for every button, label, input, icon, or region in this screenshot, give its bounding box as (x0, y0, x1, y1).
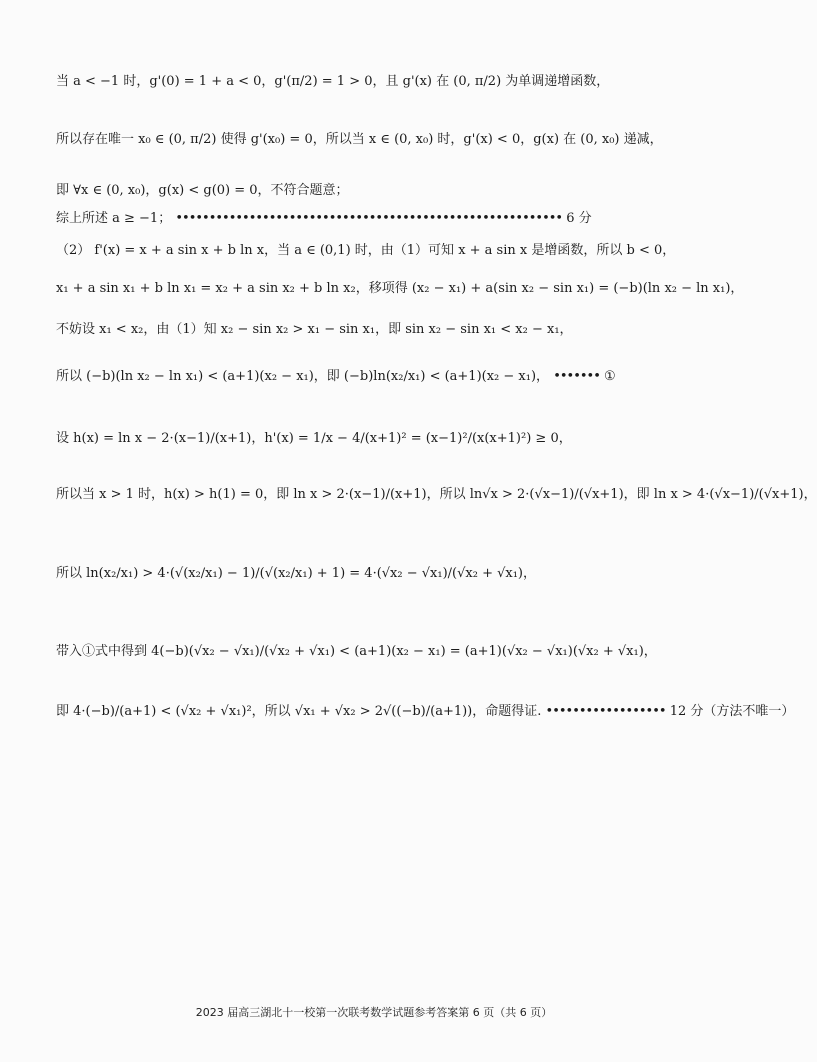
leader-dots: •••••••••••••••••••••••••••••••••••••••••••••••••••••••••• (175, 211, 563, 226)
leader-dots: ••••••• (553, 369, 600, 384)
text-line-2: 所以存在唯一 x₀ ∈ (0, π/2) 使得 g'(x₀) = 0，所以当 x ∈ (0, x₀) 时，g'(x) < 0，g(x) 在 (0, x₀) 递减， (56, 132, 663, 147)
text-line-4 (56, 211, 696, 227)
text-line-1: 当 a < −1 时，g'(0) = 1 + a < 0，g'(π/2) = 1 > 0，且 g'(x) 在 (0, π/2) 为单调递增函数， (56, 74, 610, 89)
text-line-13 (56, 704, 794, 720)
leader-dots: •••••••••••••••••• (545, 704, 666, 719)
score-12: 12 分（方法不唯一） (669, 704, 795, 719)
conclusion-text: 综上所述 a ≥ −1； (56, 211, 172, 226)
text-line-12: 带入①式中得到 4(−b)(√x₂ − √x₁)/(√x₂ + √x₁) < (a+1)(x₂ − x₁) = (a+1)(√x₂ − √x₁)(√x₂ + √x₁)， (56, 644, 657, 659)
text-line-10: 所以当 x > 1 时，h(x) > h(1) = 0，即 ln x > 2·(x−1)/(x+1)，所以 ln√x > 2·(√x−1)/(√x+1)，即 ln x > 4·(√x−1)/(√x+1)， (56, 487, 817, 502)
text-line-8 (56, 369, 616, 385)
page-footer: 2023 届高三湖北十一校第一次联考数学试题参考答案第 6 页（共 6 页） (195, 1006, 553, 1019)
final-text: 即 4·(−b)/(a+1) < (√x₂ + √x₁)²，所以 √x₁ + √x₂ > 2√((−b)/(a+1))，命题得证. (56, 704, 542, 719)
circle-one-mark: ① (604, 369, 616, 384)
text-line-3: 即 ∀x ∈ (0, x₀)，g(x) < g(0) = 0，不符合题意； (56, 183, 349, 198)
text-line-9: 设 h(x) = ln x − 2·(x−1)/(x+1)，h'(x) = 1/x − 4/(x+1)² = (x−1)²/(x(x+1)²) ≥ 0， (56, 431, 572, 446)
text-line-11: 所以 ln(x₂/x₁) > 4·(√(x₂/x₁) − 1)/(√(x₂/x₁) + 1) = 4·(√x₂ − √x₁)/(√x₂ + √x₁)， (56, 566, 536, 581)
score-6: 6 分 (566, 211, 592, 226)
text-line-7: 不妨设 x₁ < x₂，由（1）知 x₂ − sin x₂ > x₁ − sin x₁，即 sin x₂ − sin x₁ < x₂ − x₁， (56, 322, 573, 337)
inequality-text: 所以 (−b)(ln x₂ − ln x₁) < (a+1)(x₂ − x₁)，即 (−b)ln(x₂/x₁) < (a+1)(x₂ − x₁)， (56, 369, 550, 384)
text-line-5: （2） f'(x) = x + a sin x + b ln x，当 a ∈ (0,1) 时，由（1）可知 x + a sin x 是增函数，所以 b < 0， (56, 243, 676, 258)
text-line-6: x₁ + a sin x₁ + b ln x₁ = x₂ + a sin x₂ + b ln x₂，移项得 (x₂ − x₁) + a(sin x₂ − sin x₁) = (−b)(ln x₂ − ln x₁)， (56, 281, 744, 296)
